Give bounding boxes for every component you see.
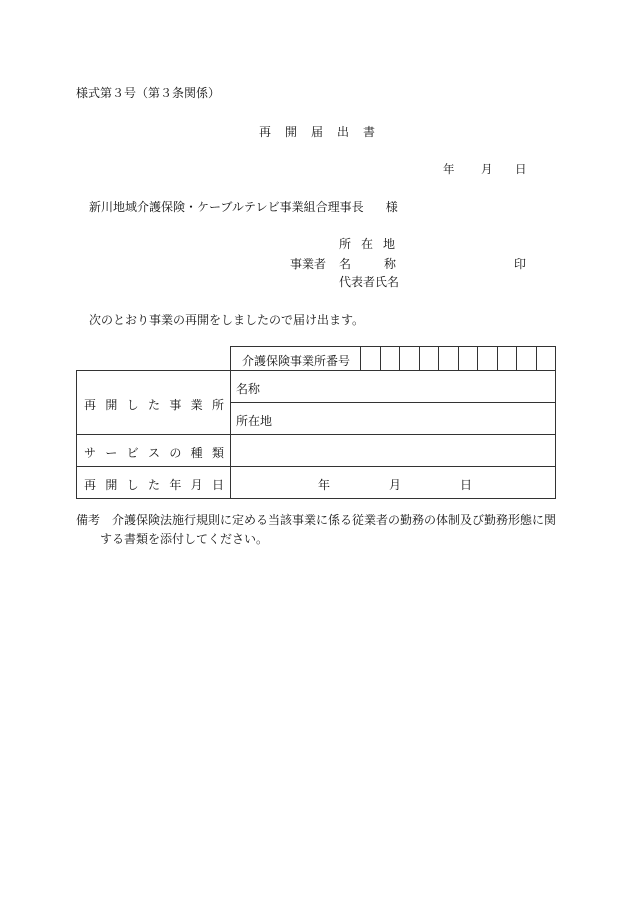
table-line (76, 370, 77, 499)
office-name-label: 名称 (236, 382, 261, 396)
service-type-label (84, 444, 224, 461)
label-char: 名 (339, 257, 352, 271)
label-char: 再 (84, 398, 97, 412)
date-month-label: 月 (481, 162, 493, 176)
label-char: 称 (384, 257, 397, 271)
provider-number-boxes[interactable] (361, 347, 555, 370)
office-name-field[interactable] (231, 371, 555, 402)
applicant-group-label: 事業者 (290, 257, 327, 271)
document-title (259, 123, 376, 140)
label-char: 所 (339, 237, 352, 251)
label-char: し (126, 478, 139, 492)
label-char: 地 (383, 237, 396, 251)
title-char: 届 (311, 125, 325, 139)
applicant-name-label (339, 255, 396, 272)
label-char: ビ (126, 446, 139, 460)
title-char: 再 (259, 125, 273, 139)
title-char: 出 (337, 125, 351, 139)
label-char: の (169, 446, 182, 460)
reopen-year-label: 年 (318, 478, 331, 492)
remarks-line-2: する書類を添付してください。 (100, 532, 269, 546)
date-day-label: 日 (515, 162, 527, 176)
applicant-address-label (339, 235, 395, 252)
label-char: 所 (211, 398, 224, 412)
label-char: た (147, 478, 160, 492)
reopen-date-label (84, 476, 224, 493)
table-line (76, 498, 556, 499)
label-char: た (147, 398, 160, 412)
service-type-field[interactable] (231, 435, 555, 466)
title-char: 開 (285, 125, 299, 139)
label-char: 種 (190, 446, 203, 460)
addressee-name: 新川地域介護保険・ケーブルテレビ事業組合理事長 (89, 200, 364, 214)
label-char: 再 (84, 478, 97, 492)
label-char: サ (84, 446, 97, 460)
label-char: 開 (105, 478, 118, 492)
remarks-line-1: 備考 介護保険法施行規則に定める当該事業に係る従業者の勤務の体制及び勤務形態に関 (76, 513, 557, 527)
reopen-date-field[interactable] (231, 467, 555, 498)
label-char: 日 (211, 478, 224, 492)
label-char: 類 (211, 446, 224, 460)
reopen-month-label: 月 (389, 478, 402, 492)
label-char: 在 (361, 237, 374, 251)
office-location-label: 所在地 (236, 414, 273, 428)
representative-label: 代表者氏名 (339, 275, 400, 289)
addressee (89, 198, 398, 215)
date-year-label: 年 (443, 162, 455, 176)
table-line (555, 346, 556, 499)
label-char: 事 (169, 398, 182, 412)
label-char: 開 (105, 398, 118, 412)
label-char: 年 (169, 478, 182, 492)
addressee-honorific: 様 (385, 200, 398, 214)
form-number: 様式第３号（第３条関係） (76, 86, 221, 100)
intro-text: 次のとおり事業の再開をしましたので届け出ます。 (89, 313, 365, 327)
reopened-office-label (84, 396, 224, 413)
label-char: 業 (190, 398, 203, 412)
office-location-field[interactable] (231, 403, 555, 434)
seal-mark: 印 (514, 257, 527, 271)
label-char: ー (105, 446, 118, 460)
label-char: 月 (190, 478, 203, 492)
label-char: ス (147, 446, 160, 460)
provider-number-label: 介護保険事業所番号 (242, 354, 351, 368)
title-char: 書 (363, 125, 377, 139)
reopen-day-label: 日 (460, 478, 473, 492)
remarks-note (76, 511, 556, 549)
label-char: し (126, 398, 139, 412)
